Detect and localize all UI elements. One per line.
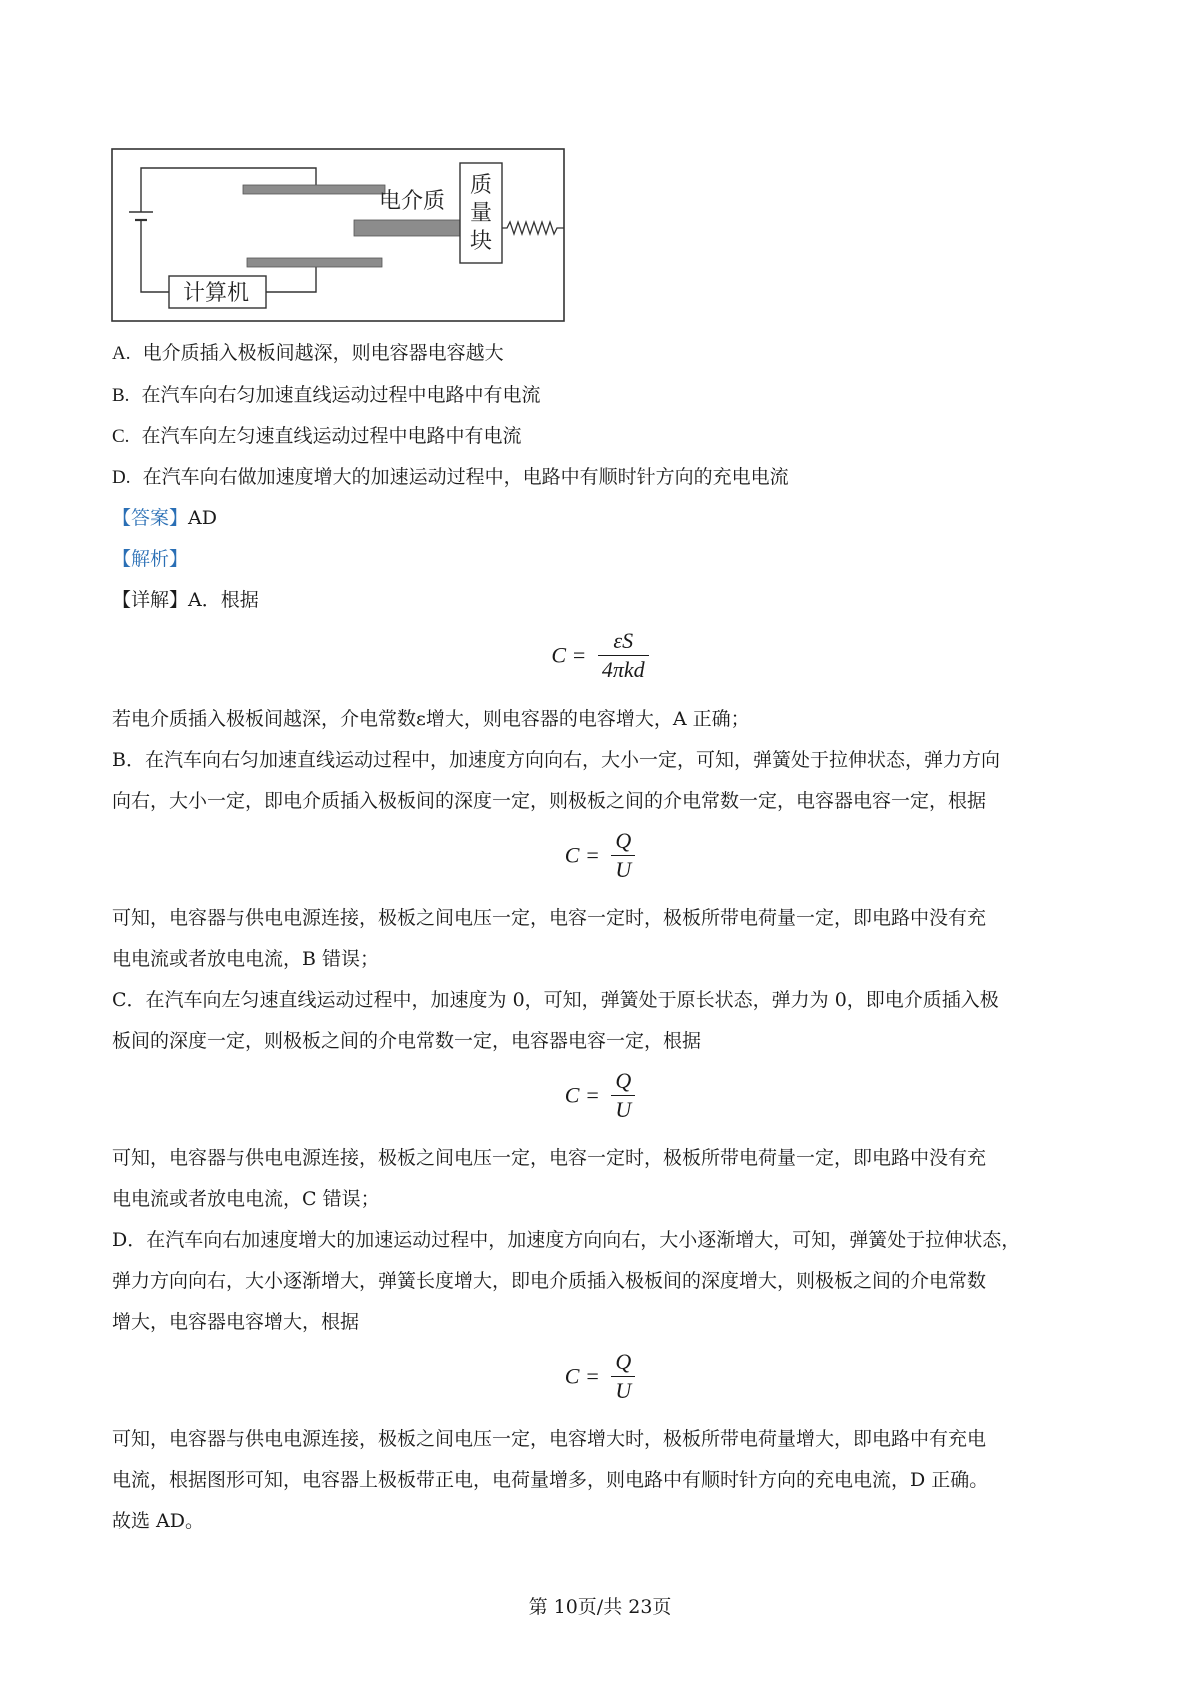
- circuit-wire-bottom-right: [266, 267, 316, 292]
- formula-1-denominator: 4πkd: [598, 655, 649, 683]
- option-d-text: 在汽车向右做加速度增大的加速运动过程中，电路中有顺时针方向的充电电流: [142, 466, 789, 488]
- formula-2-numerator: Q: [615, 828, 632, 853]
- paragraph-c3: 可知，电容器与供电电源连接，极板之间电压一定，电容一定时，极板所带电荷量一定，即电路中没有充: [112, 1147, 987, 1169]
- formula-3-fraction: [611, 1068, 635, 1123]
- analysis-line: [112, 547, 188, 571]
- option-d: [112, 465, 789, 490]
- formula-capacitance-q-over-u-1: [0, 828, 1200, 883]
- paragraph-b4: 电电流或者放电电流，B 错误；: [112, 948, 380, 970]
- formula-4-lhs: C =: [564, 1363, 600, 1389]
- dielectric-label: 电介质: [379, 189, 446, 214]
- answer-label: 【答案】: [112, 507, 189, 529]
- paragraph-conclusion: 故选 AD。: [112, 1510, 204, 1532]
- dielectric-slab: [354, 220, 460, 236]
- paragraph-c4: 电电流或者放电电流，C 错误；: [112, 1188, 380, 1210]
- paragraph-c1: C．在汽车向左匀速直线运动过程中，加速度为 0，可知，弹簧处于原长状态，弹力为 0，即电介质插入极: [112, 989, 999, 1011]
- answer-line: [112, 506, 217, 530]
- formula-1-numerator: εS: [613, 628, 634, 653]
- paragraph-d4: 可知，电容器与供电电源连接，极板之间电压一定，电容增大时，极板所带电荷量增大，即电路中有充电: [112, 1428, 987, 1450]
- formula-3-lhs: C =: [564, 1082, 600, 1108]
- detail-intro: A．根据: [188, 589, 259, 611]
- formula-2-denominator: U: [611, 855, 635, 883]
- option-a-letter: A.: [112, 343, 131, 364]
- detail-label: 【详解】: [112, 589, 189, 611]
- formula-capacitance-definition: [0, 628, 1200, 683]
- spring: [502, 222, 564, 234]
- option-c-letter: C.: [112, 426, 130, 447]
- paragraph-d2: 弹力方向向右，大小逐渐增大，弹簧长度增大，即电介质插入极板间的深度增大，则极板之间的介电常数: [112, 1270, 987, 1292]
- paragraph-b1: B．在汽车向右匀加速直线运动过程中，加速度方向向右，大小一定，可知，弹簧处于拉伸状态，弹力方向: [112, 749, 1000, 771]
- option-d-letter: D.: [112, 467, 131, 488]
- option-a: [112, 341, 504, 366]
- capacitor-lower-plate: [247, 258, 382, 267]
- answer-value: AD: [188, 507, 217, 529]
- formula-1-fraction: [598, 628, 649, 683]
- option-a-text: 电介质插入极板间越深，则电容器电容越大: [142, 342, 504, 364]
- computer-label: 计算机: [183, 281, 250, 306]
- mass-block-label-2: 量: [470, 201, 493, 226]
- paragraph-a1: 若电介质插入极板间越深，介电常数ε增大，则电容器的电容增大，A 正确；: [112, 708, 750, 730]
- formula-2-lhs: C =: [564, 842, 600, 868]
- formula-4-fraction: [611, 1349, 635, 1404]
- paragraph-d3: 增大，电容器电容增大，根据: [112, 1311, 360, 1333]
- paragraph-c2: 板间的深度一定，则极板之间的介电常数一定，电容器电容一定，根据: [112, 1030, 702, 1052]
- mass-block-label-3: 块: [470, 229, 493, 254]
- formula-capacitance-q-over-u-3: [0, 1349, 1200, 1404]
- formula-4-denominator: U: [611, 1376, 635, 1404]
- capacitor-upper-plate: [243, 185, 385, 194]
- option-b-text: 在汽车向右匀加速直线运动过程中电路中有电流: [141, 384, 541, 406]
- paragraph-d1: D．在汽车向右加速度增大的加速运动过程中，加速度方向向右，大小逐渐增大，可知，弹簧处于拉伸状态，: [112, 1229, 1021, 1251]
- option-b-letter: B.: [112, 385, 130, 406]
- analysis-label: 【解析】: [112, 548, 189, 570]
- formula-1-lhs: C =: [551, 642, 587, 668]
- formula-3-denominator: U: [611, 1095, 635, 1123]
- formula-2-fraction: [611, 828, 635, 883]
- detail-line: [112, 588, 259, 612]
- option-c: [112, 424, 522, 449]
- page-number: 第 10页/共 23页: [528, 1596, 672, 1618]
- formula-4-numerator: Q: [615, 1349, 632, 1374]
- paragraph-b3: 可知，电容器与供电电源连接，极板之间电压一定，电容一定时，极板所带电荷量一定，即电路中没有充: [112, 907, 987, 929]
- circuit-wire-bottom-left: [141, 220, 169, 292]
- option-c-text: 在汽车向左匀速直线运动过程中电路中有电流: [141, 425, 522, 447]
- paragraph-d5: 电流，根据图形可知，电容器上极板带正电，电荷量增多，则电路中有顺时针方向的充电电流，D 正确。: [112, 1469, 989, 1491]
- capacitor-accelerometer-diagram: [111, 148, 566, 323]
- formula-capacitance-q-over-u-2: [0, 1068, 1200, 1123]
- mass-block-label-1: 质: [470, 173, 493, 198]
- paragraph-b2: 向右，大小一定，即电介质插入极板间的深度一定，则极板之间的介电常数一定，电容器电容一定，根据: [112, 790, 987, 812]
- option-b: [112, 383, 541, 408]
- formula-3-numerator: Q: [615, 1068, 632, 1093]
